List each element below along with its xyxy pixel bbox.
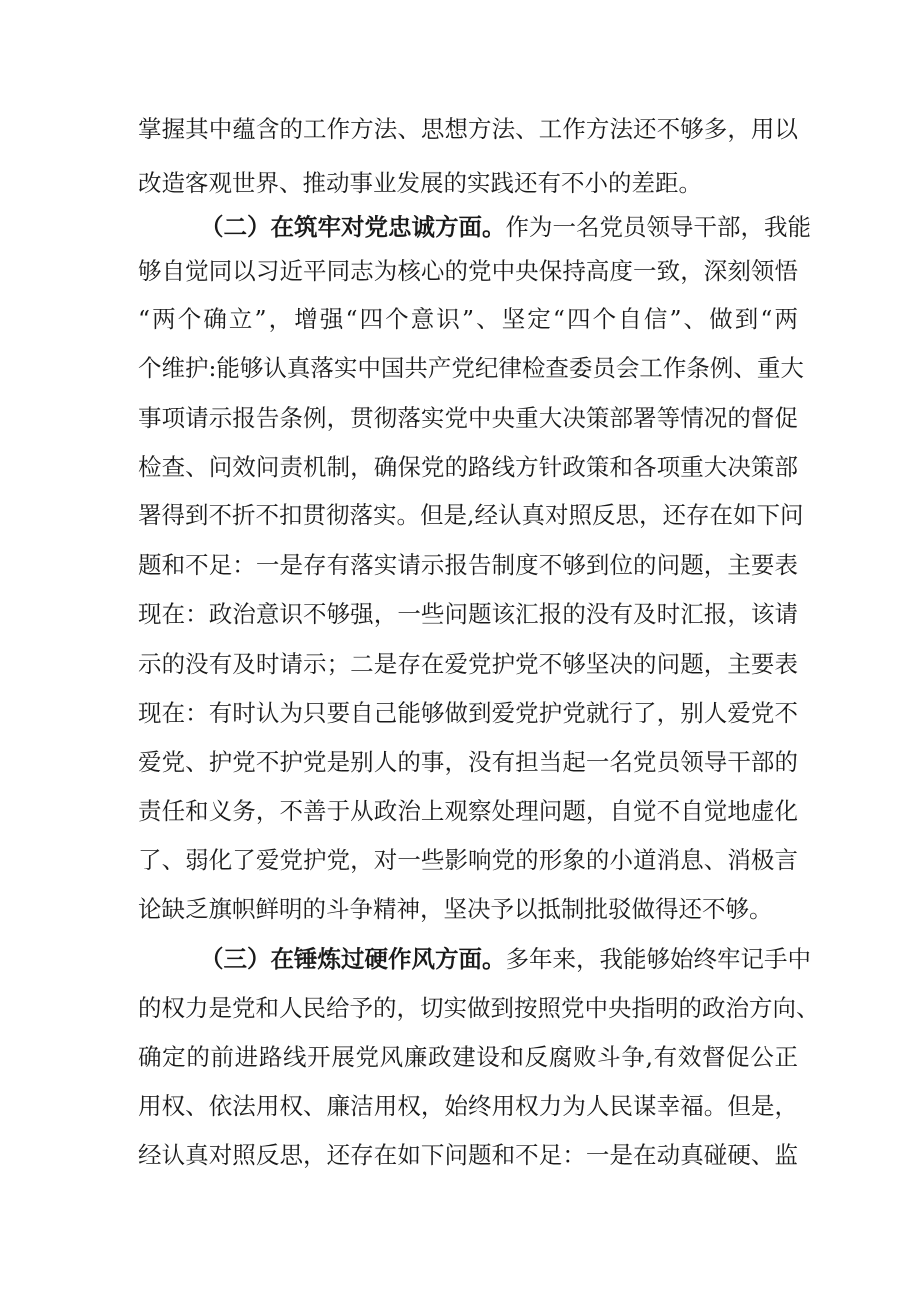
section-heading: （三）在锤炼过硬作风方面。 xyxy=(200,945,506,973)
paragraph-text: 作为一名党员领导干部，我能 xyxy=(505,213,811,241)
paragraph-line: 的权力是党和人民给予的，切实做到按照党中央指明的政治方向、 xyxy=(138,994,820,1022)
paragraph-line: 检查、问效问责机制，确保党的路线方针政策和各项重大决策部 xyxy=(138,453,798,481)
paragraph-line: 论缺乏旗帜鲜明的斗争精神，坚决予以抵制批驳做得还不够。 xyxy=(138,895,773,923)
paragraph-line: 个维护:能够认真落实中国共产党纪律检查委员会工作条例、重大 xyxy=(138,354,804,382)
paragraph-line: 署得到不折不扣贯彻落实。但是,经认真对照反思，还存在如下问 xyxy=(138,501,804,529)
paragraph-line: 用权、依法用权、廉洁用权，始终用权力为人民谋幸福。但是， xyxy=(138,1092,798,1120)
paragraph-line: 现在：政治意识不够强，一些问题该汇报的没有及时汇报，该请 xyxy=(138,600,798,628)
section-heading-line xyxy=(200,939,811,979)
paragraph-line: 题和不足：一是存有落实请示报告制度不够到位的问题，主要表 xyxy=(138,551,798,579)
paragraph-line: 了、弱化了爱党护党，对一些影响党的形象的小道消息、消极言 xyxy=(138,846,798,874)
paragraph-line: 现在：有时认为只要自己能够做到爱党护党就行了，别人爱党不 xyxy=(138,699,798,727)
paragraph-line: 示的没有及时请示；二是存在爱党护党不够坚决的问题，主要表 xyxy=(138,650,798,678)
paragraph-line: 爱党、护党不护党是别人的事，没有担当起一名党员领导干部的 xyxy=(138,748,798,776)
paragraph-line: 责任和义务，不善于从政治上观察处理问题，自觉不自觉地虚化 xyxy=(138,797,798,825)
paragraph-line: “两个确立”，增强“四个意识”、坚定“四个自信”、做到“两 xyxy=(138,305,798,333)
paragraph-line: 改造客观世界、推动事业发展的实践还有不小的差距。 xyxy=(138,169,702,197)
paragraph-line: 掌握其中蕴含的工作方法、思想方法、工作方法还不够多，用以 xyxy=(138,115,798,143)
section-heading-line xyxy=(200,207,811,247)
paragraph-line: 事项请示报告条例，贯彻落实党中央重大决策部署等情况的督促 xyxy=(138,404,798,432)
paragraph-text: 多年来，我能够始终牢记手中 xyxy=(505,945,811,973)
paragraph-line: 够自觉同以习近平同志为核心的党中央保持高度一致，深刻领悟 xyxy=(138,257,798,285)
section-heading: （二）在筑牢对党忠诚方面。 xyxy=(200,213,506,241)
paragraph-line: 确定的前进路线开展党风廉政建设和反腐败斗争,有效督促公正 xyxy=(138,1043,798,1071)
paragraph-line: 经认真对照反思，还存在如下问题和不足：一是在动真碰硬、监 xyxy=(138,1141,798,1169)
